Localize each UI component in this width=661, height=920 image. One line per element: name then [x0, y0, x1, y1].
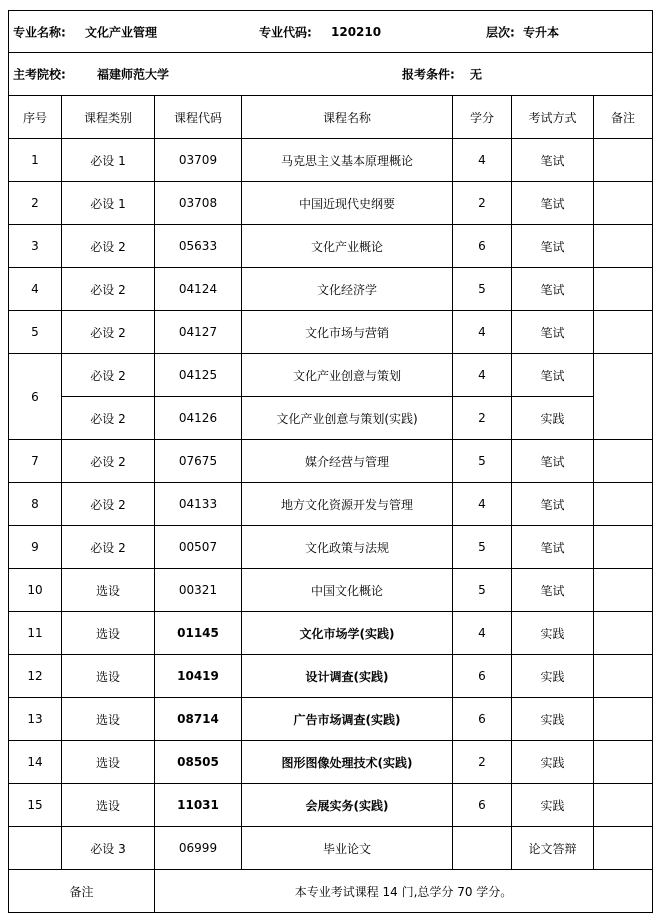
row-code: 04133	[155, 483, 242, 526]
row-category: 必设 3	[62, 827, 155, 870]
row-code: 00321	[155, 569, 242, 612]
row-no: 8	[9, 483, 62, 526]
row-category: 选设	[62, 569, 155, 612]
row-remark	[594, 569, 653, 612]
col-header-no: 序号	[9, 96, 62, 139]
row-exam: 笔试	[512, 354, 594, 397]
row-no: 7	[9, 440, 62, 483]
row-code: 03709	[155, 139, 242, 182]
row-remark	[594, 225, 653, 268]
row-category: 必设 2	[62, 397, 155, 440]
row-credit: 6	[453, 655, 512, 698]
row-remark	[594, 698, 653, 741]
row-no: 10	[9, 569, 62, 612]
row-category: 必设 2	[62, 268, 155, 311]
row-credit: 4	[453, 139, 512, 182]
row-no: 5	[9, 311, 62, 354]
row-category: 必设 2	[62, 526, 155, 569]
row-exam: 笔试	[512, 268, 594, 311]
row-course-name: 中国近现代史纲要	[242, 182, 453, 225]
table-row	[9, 139, 653, 182]
row-credit	[453, 827, 512, 870]
row-category: 选设	[62, 784, 155, 827]
table-row	[9, 440, 653, 483]
row-course-name: 文化政策与法规	[242, 526, 453, 569]
row-course-name: 广告市场调查(实践)	[242, 698, 453, 741]
table-row	[9, 655, 653, 698]
row-exam: 笔试	[512, 225, 594, 268]
major-info-row	[9, 11, 653, 53]
row-course-name: 毕业论文	[242, 827, 453, 870]
row-course-name: 文化市场与营销	[242, 311, 453, 354]
table-row	[9, 741, 653, 784]
row-course-name: 文化产业概论	[242, 225, 453, 268]
row-credit: 5	[453, 268, 512, 311]
row-remark	[594, 483, 653, 526]
row-remark	[594, 741, 653, 784]
table-row	[9, 483, 653, 526]
row-credit: 6	[453, 698, 512, 741]
row-exam: 实践	[512, 784, 594, 827]
major-code-value: 120210	[331, 24, 382, 39]
level-value: 专升本	[523, 25, 560, 39]
table-row	[9, 784, 653, 827]
row-category: 选设	[62, 612, 155, 655]
row-remark	[594, 311, 653, 354]
row-category: 必设 2	[62, 225, 155, 268]
col-header-category: 课程类别	[62, 96, 155, 139]
table-row	[9, 526, 653, 569]
footer-note: 本专业考试课程 14 门,总学分 70 学分。	[155, 870, 653, 913]
row-exam: 笔试	[512, 139, 594, 182]
row-credit: 4	[453, 612, 512, 655]
row-code: 05633	[155, 225, 242, 268]
row-code: 10419	[155, 655, 242, 698]
table-row	[9, 827, 653, 870]
course-plan-table	[8, 10, 653, 913]
row-category: 必设 2	[62, 440, 155, 483]
row-remark	[594, 182, 653, 225]
row-no: 14	[9, 741, 62, 784]
row-credit: 5	[453, 569, 512, 612]
major-name-label: 专业名称:	[13, 25, 66, 39]
row-course-name: 媒介经营与管理	[242, 440, 453, 483]
table-row	[9, 397, 653, 440]
row-credit: 2	[453, 397, 512, 440]
table-row	[9, 612, 653, 655]
row-code: 07675	[155, 440, 242, 483]
row-exam: 笔试	[512, 483, 594, 526]
row-code: 04125	[155, 354, 242, 397]
row-credit: 4	[453, 483, 512, 526]
table-row	[9, 569, 653, 612]
row-remark	[594, 827, 653, 870]
col-header-remark: 备注	[594, 96, 653, 139]
row-code: 04124	[155, 268, 242, 311]
row-code: 01145	[155, 612, 242, 655]
row-category: 必设 1	[62, 182, 155, 225]
table-row	[9, 354, 653, 397]
footer-row	[9, 870, 653, 913]
row-course-name: 会展实务(实践)	[242, 784, 453, 827]
row-credit: 2	[453, 741, 512, 784]
row-category: 必设 1	[62, 139, 155, 182]
school-value: 福建师范大学	[97, 67, 170, 82]
row-exam: 实践	[512, 397, 594, 440]
row-credit: 2	[453, 182, 512, 225]
col-header-name: 课程名称	[242, 96, 453, 139]
row-course-name: 图形图像处理技术(实践)	[242, 741, 453, 784]
row-credit: 6	[453, 784, 512, 827]
row-exam: 笔试	[512, 311, 594, 354]
row-credit: 4	[453, 311, 512, 354]
col-header-credit: 学分	[453, 96, 512, 139]
row-exam: 实践	[512, 655, 594, 698]
row-remark	[594, 139, 653, 182]
row-credit: 5	[453, 440, 512, 483]
row-no	[9, 827, 62, 870]
row-category: 必设 2	[62, 354, 155, 397]
col-header-code: 课程代码	[155, 96, 242, 139]
row-remark	[594, 440, 653, 483]
row-code: 03708	[155, 182, 242, 225]
row-exam: 实践	[512, 741, 594, 784]
row-exam: 笔试	[512, 569, 594, 612]
table-row	[9, 311, 653, 354]
row-course-name: 马克思主义基本原理概论	[242, 139, 453, 182]
level-label: 层次:	[486, 25, 515, 39]
row-category: 选设	[62, 655, 155, 698]
row-no: 4	[9, 268, 62, 311]
major-name-value: 文化产业管理	[85, 25, 158, 39]
row-code: 06999	[155, 827, 242, 870]
school-label: 主考院校:	[13, 67, 66, 82]
footer-label: 备注	[9, 870, 155, 913]
row-code: 08505	[155, 741, 242, 784]
row-exam: 实践	[512, 612, 594, 655]
row-remark	[594, 612, 653, 655]
major-code-label: 专业代码:	[259, 25, 312, 39]
row-category: 必设 2	[62, 483, 155, 526]
row-remark	[594, 655, 653, 698]
row-remark	[594, 354, 653, 440]
row-credit: 6	[453, 225, 512, 268]
row-code: 04127	[155, 311, 242, 354]
condition-label: 报考条件:	[402, 67, 455, 82]
row-course-name: 地方文化资源开发与管理	[242, 483, 453, 526]
row-no: 1	[9, 139, 62, 182]
row-course-name: 设计调查(实践)	[242, 655, 453, 698]
row-no: 15	[9, 784, 62, 827]
table-row	[9, 268, 653, 311]
table-row	[9, 225, 653, 268]
row-no: 11	[9, 612, 62, 655]
row-category: 选设	[62, 698, 155, 741]
row-course-name: 文化产业创意与策划	[242, 354, 453, 397]
row-remark	[594, 526, 653, 569]
row-code: 08714	[155, 698, 242, 741]
table-row	[9, 182, 653, 225]
row-category: 选设	[62, 741, 155, 784]
row-remark	[594, 268, 653, 311]
row-code: 00507	[155, 526, 242, 569]
row-exam: 实践	[512, 698, 594, 741]
row-code: 11031	[155, 784, 242, 827]
school-info-row	[9, 53, 653, 96]
condition-value: 无	[470, 67, 483, 82]
row-exam: 笔试	[512, 526, 594, 569]
col-header-exam: 考试方式	[512, 96, 594, 139]
table-row	[9, 698, 653, 741]
row-no: 2	[9, 182, 62, 225]
row-credit: 4	[453, 354, 512, 397]
row-no: 6	[9, 354, 62, 440]
row-credit: 5	[453, 526, 512, 569]
row-no: 3	[9, 225, 62, 268]
row-course-name: 文化市场学(实践)	[242, 612, 453, 655]
row-remark	[594, 784, 653, 827]
row-no: 9	[9, 526, 62, 569]
row-no: 12	[9, 655, 62, 698]
row-exam: 论文答辩	[512, 827, 594, 870]
row-exam: 笔试	[512, 182, 594, 225]
row-no: 13	[9, 698, 62, 741]
row-course-name: 文化产业创意与策划(实践)	[242, 397, 453, 440]
row-exam: 笔试	[512, 440, 594, 483]
row-course-name: 中国文化概论	[242, 569, 453, 612]
row-course-name: 文化经济学	[242, 268, 453, 311]
column-header-row	[9, 96, 653, 139]
row-category: 必设 2	[62, 311, 155, 354]
row-code: 04126	[155, 397, 242, 440]
